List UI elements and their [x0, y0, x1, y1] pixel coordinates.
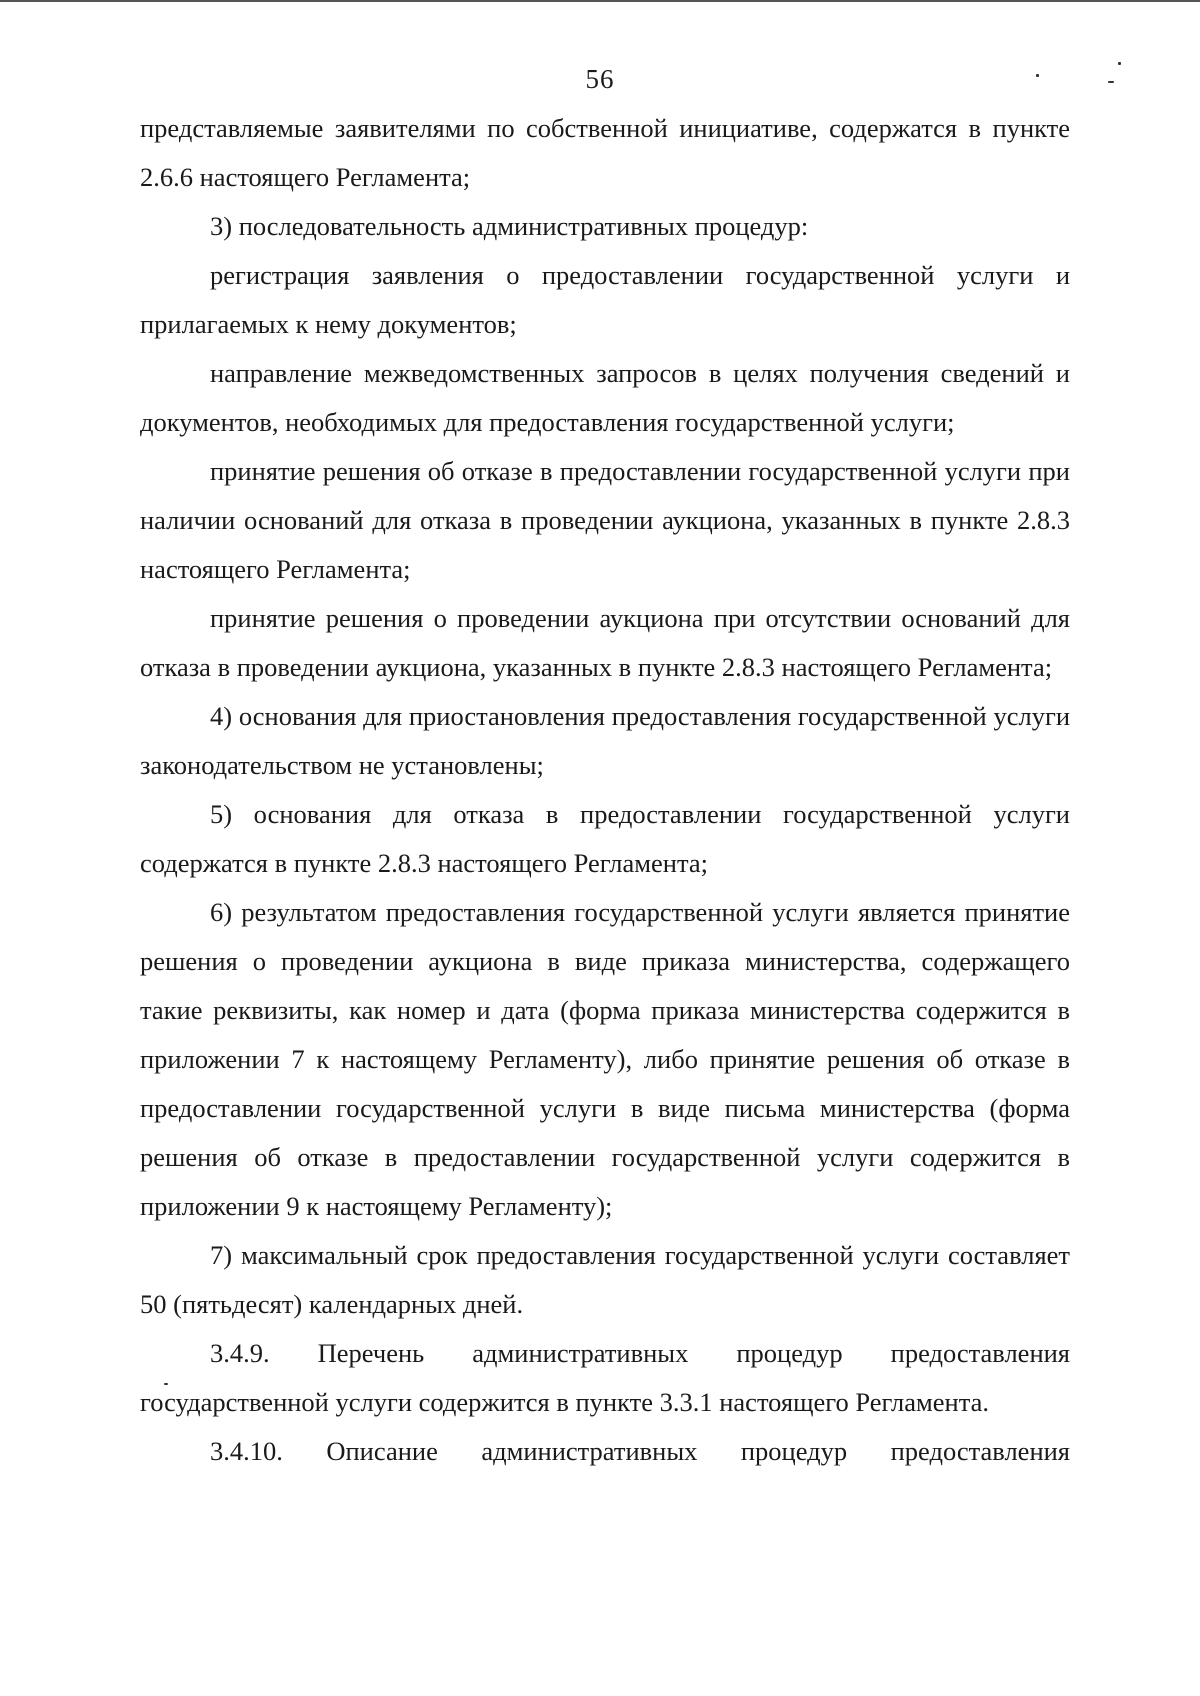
paragraph-item-3: 3) последовательность административных процедур: [210, 211, 809, 241]
document-body [140, 104, 1070, 1476]
paragraph-3-4-9: 3.4.9. Перечень административных процедур предоставления государственной услуги содержится в пункте 3.3.1 настоящего Регламента. [140, 1338, 1070, 1417]
paragraph-interagency-requests: направление межведомственных запросов в целях получения сведений и документов, необходимых для предоставления государственной услуги; [140, 358, 1070, 437]
scan-speck [1036, 74, 1039, 77]
paragraph-item-6: 6) результатом предоставления государственной услуги является принятие решения о проведении аукциона в виде приказа министерства, содержащего такие реквизиты, как номер и дата (форма приказа министерства содержится в приложении 7 к настоящему Регламенту), либо принятие решения об отказе в предоставлении государственной услуги в виде письма министерства (форма решения об отказе в предоставлении государственной услуги содержится в приложении 9 к настоящему Регламенту); [140, 897, 1070, 1221]
paragraph-refusal-decision: принятие решения об отказе в предоставлении государственной услуги при наличии оснований для отказа в проведении аукциона, указанных в пункте 2.8.3 настоящего Регламента; [140, 456, 1070, 584]
paragraph-item-4: 4) основания для приостановления предоставления государственной услуги законодательством не установлены; [140, 701, 1070, 780]
paragraph-registration: регистрация заявления о предоставлении государственной услуги и прилагаемых к нему документов; [140, 260, 1070, 339]
paragraph-item-7: 7) максимальный срок предоставления государственной услуги составляет 50 (пятьдесят) календарных дней. [140, 1240, 1070, 1319]
paragraph-continuation: представляемые заявителями по собственной инициативе, содержатся в пункте 2.6.6 настоящего Регламента; [140, 113, 1070, 192]
page-top-edge [0, 0, 1200, 2]
paragraph-item-5: 5) основания для отказа в предоставлении государственной услуги содержатся в пункте 2.8.3 настоящего Регламента; [140, 799, 1070, 878]
page-number: 56 [585, 64, 615, 94]
scan-speck [1118, 62, 1121, 65]
scan-speck [1108, 81, 1114, 83]
paragraph-auction-decision: принятие решения о проведении аукциона при отсутствии оснований для отказа в проведении аукциона, указанных в пункте 2.8.3 настоящего Регламента; [140, 603, 1070, 682]
paragraph-3-4-10: 3.4.10. Описание административных процедур предоставления [210, 1436, 1070, 1466]
